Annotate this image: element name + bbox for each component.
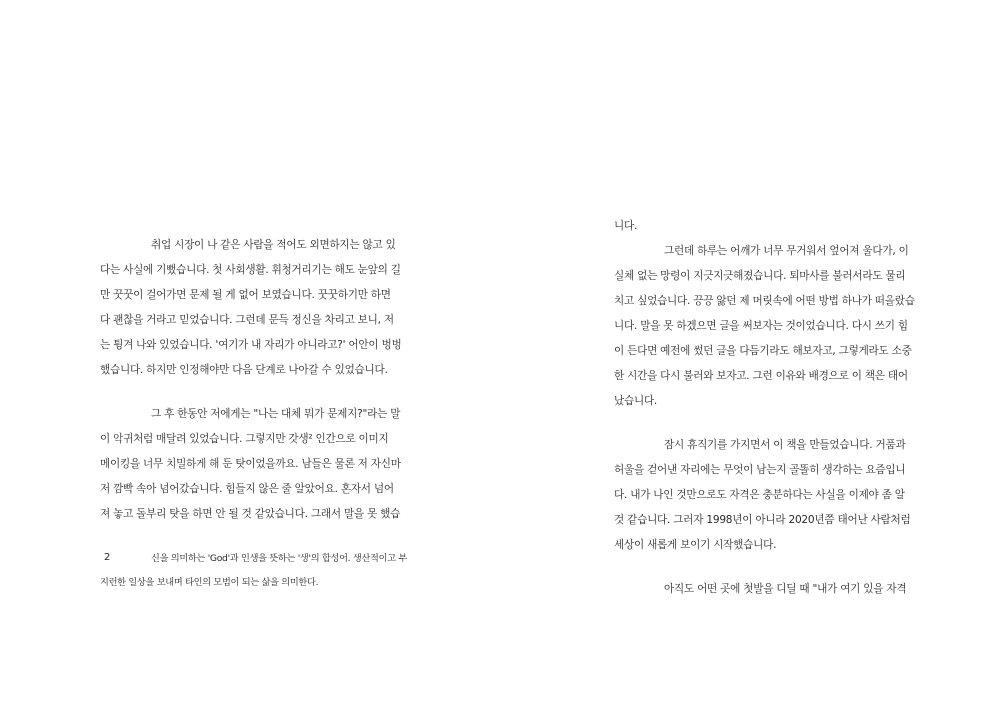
- right-p3-line-1: 아직도 어떤 곳에 첫발을 디딜 때 "내가 여기 있을 자격: [664, 583, 907, 595]
- left-p2-line-1: 그 후 한동안 저에게는 "나는 대체 뭐가 문제지?"라는 말: [151, 408, 401, 420]
- right-p0-line-1: 니다.: [614, 220, 638, 232]
- left-p2-line-5: 져 놓고 돌부리 탓을 하면 안 될 것 같았습니다. 그래서 말을 못 했습: [100, 508, 401, 520]
- left-p1-line-4: 다 괜찮을 거라고 믿었습니다. 그런데 문득 정신을 차리고 보니, 저: [100, 314, 394, 326]
- right-p1-line-2: 실체 없는 망령이 지긋지긋해졌습니다. 퇴마사를 불러서라도 물리: [614, 270, 906, 282]
- footnote-number: 2: [104, 552, 111, 563]
- left-p1-line-2: 다는 사실에 기뻤습니다. 첫 사회생활. 휘청거리기는 해도 눈앞의 길: [100, 264, 401, 276]
- right-p1-line-7: 났습니다.: [614, 395, 658, 407]
- right-p1-line-3: 치고 싶었습니다. 끙끙 앓던 제 머릿속에 어떤 방법 하나가 떠올랐습: [614, 295, 915, 307]
- right-p1-line-4: 니다. 말을 못 하겠으면 글을 써보자는 것이었습니다. 다시 쓰기 힘: [614, 320, 908, 332]
- right-p2-line-4: 것 같습니다. 그러자 1998년이 아니라 2020년쯤 태어난 사람처럼: [614, 514, 911, 526]
- right-p2-line-3: 다. 내가 나인 것만으로도 자격은 충분하다는 사실을 이제야 좀 알: [614, 489, 905, 501]
- left-p1-line-5: 는 튕겨 나와 있었습니다. '여기가 내 자리가 아니라고?' 어안이 벙벙: [100, 339, 402, 351]
- right-p1-line-5: 이 든다면 예전에 썼던 글을 다듬기라도 해보자고, 그렇게라도 소중: [614, 345, 912, 357]
- left-p2-line-4: 저 깜빡 속아 넘어갔습니다. 힘들지 않은 줄 알았어요. 혼자서 넘어: [100, 483, 394, 495]
- right-page: [500, 0, 1000, 708]
- left-p2-line-3: 메이킹을 너무 치밀하게 해 둔 탓이었을까요. 남들은 물론 저 자신마: [100, 458, 401, 470]
- right-p2-line-2: 허울을 걷어낸 자리에는 무엇이 남는지 골똘히 생각하는 요즘입니: [614, 464, 906, 476]
- left-p1-line-1: 취업 시장이 나 같은 사람을 적어도 외면하지는 않고 있: [151, 239, 396, 251]
- left-p1-line-6: 했습니다. 하지만 인정해야만 다음 단계로 나아갈 수 있었습니다.: [100, 364, 388, 376]
- right-p1-line-6: 한 시간을 다시 불러와 보자고. 그런 이유와 배경으로 이 책은 태어: [614, 370, 908, 382]
- right-p1-line-1: 그런데 하루는 어깨가 너무 무거워서 엎어져 울다가, 이: [664, 245, 909, 257]
- footnote-line-1: 신을 의미하는 'God'과 인생을 뜻하는 '생'의 합성어. 생산적이고 부: [151, 553, 407, 564]
- left-p1-line-3: 만 꿋꿋이 걸어가면 문제 될 게 없어 보였습니다. 꿋꿋하기만 하면: [100, 289, 391, 301]
- footnote-line-2: 지런한 일상을 보내며 타인의 모범이 되는 삶을 의미한다.: [100, 577, 319, 588]
- left-p2-line-2: 이 악귀처럼 매달려 있었습니다. 그렇지만 갓생² 인간으로 이미지: [100, 433, 389, 445]
- right-p2-line-5: 세상이 새롭게 보이기 시작했습니다.: [614, 539, 777, 551]
- right-p2-line-1: 잠시 휴직기를 가지면서 이 책을 만들었습니다. 거품과: [664, 439, 906, 451]
